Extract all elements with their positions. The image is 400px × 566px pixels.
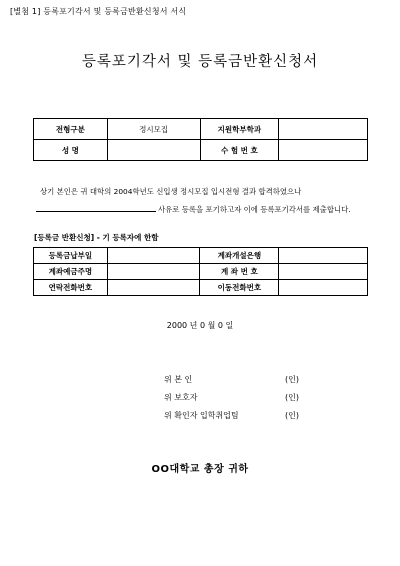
- signer-guardian-label: 위 보호자: [164, 393, 198, 402]
- signer-confirmer-seal: (인): [285, 411, 299, 420]
- table-row: [34, 248, 368, 264]
- refund-heading: [등록금 반환신청] - 기 등록자에 한함: [34, 233, 159, 242]
- refund-table: [33, 247, 368, 296]
- statement-line-1: 상기 본인은 귀 대학의 2004학년도 신입생 정시모집 입시전형 결과 합격하였으나: [40, 187, 302, 196]
- addressee: OO대학교 총장 귀하: [151, 464, 249, 475]
- account-holder-field[interactable]: [107, 264, 200, 280]
- bank-field[interactable]: [279, 248, 368, 264]
- mobile-label: 이동전화번호: [200, 280, 279, 296]
- payment-date-field[interactable]: [107, 248, 200, 264]
- table-row: [34, 140, 368, 161]
- exam-number-field[interactable]: [279, 140, 368, 161]
- statement-line-2-text: 사유로 등록을 포기하고자 이에 등록포기각서를 제출합니다.: [158, 205, 351, 214]
- phone-label: 연락전화번호: [34, 280, 108, 296]
- account-number-field[interactable]: [279, 264, 368, 280]
- table-row: [34, 119, 368, 140]
- signer-confirmer-label: 위 확인자 입학취업팀: [164, 411, 239, 420]
- admission-type-label: 전형구분: [34, 119, 108, 140]
- date-line: 2000 년 0 월 0 일: [166, 321, 234, 330]
- name-field[interactable]: [107, 140, 200, 161]
- phone-field[interactable]: [107, 280, 200, 296]
- account-holder-label: 계좌예금주명: [34, 264, 108, 280]
- admission-type-value: 정시모집: [107, 119, 200, 140]
- signer-applicant-label: 위 본 인: [164, 375, 193, 384]
- exam-number-label: 수 험 번 호: [200, 140, 279, 161]
- statement-line-2: [36, 203, 351, 215]
- signer-guardian-seal: (인): [285, 393, 299, 402]
- table-row: [34, 264, 368, 280]
- account-number-label: 계 좌 번 호: [200, 264, 279, 280]
- applicant-info-table: [33, 118, 368, 161]
- payment-date-label: 등록금납부일: [34, 248, 108, 264]
- mobile-field[interactable]: [279, 280, 368, 296]
- document-title: 등록포기각서 및 등록금반환신청서: [81, 54, 319, 70]
- bank-label: 계좌개설은행: [200, 248, 279, 264]
- department-field[interactable]: [279, 119, 368, 140]
- reason-blank[interactable]: [36, 203, 156, 212]
- signer-applicant-seal: (인): [285, 375, 299, 384]
- header-note: [별첨 1] 등록포기각서 및 등록금반환신청서 서식: [10, 7, 187, 16]
- table-row: [34, 280, 368, 296]
- department-label: 지원학부학과: [200, 119, 279, 140]
- name-label: 성 명: [34, 140, 108, 161]
